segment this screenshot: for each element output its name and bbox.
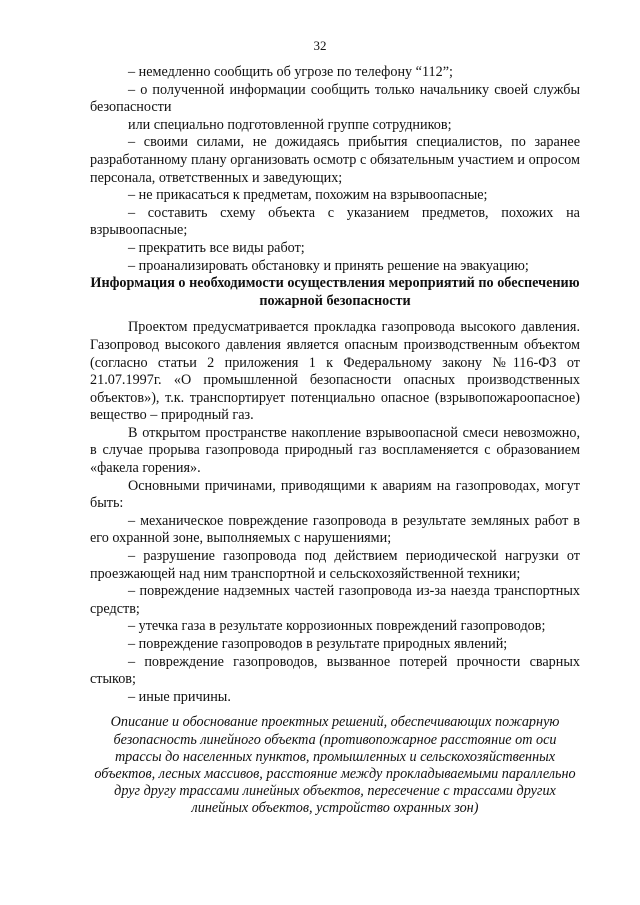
list-item: – составить схему объекта с указанием предметов, похожих на взрывоопасные; bbox=[90, 204, 580, 239]
list-item: – иные причины. bbox=[128, 688, 231, 705]
italic-section-heading: Описание и обоснование проектных решений, обеспечивающих пожарную безопасность линейного объекта (противопожарное расстояние от оси трассы до населенных пунктов, промышленных и сельскохозяйственных объектов, лесных массивов, расстояние между прокладываемыми параллельно друг другу трассами линейных объектов, пересечение с трассами других линейных объектов, устройство охранных зон) bbox=[94, 714, 576, 817]
section-heading: Информация о необходимости осуществления мероприятий по обеспечению пожарной безопасности bbox=[90, 275, 580, 309]
list-item: – прекратить все виды работ; bbox=[128, 239, 305, 256]
list-item: – механическое повреждение газопровода в результате земляных работ в его охранной зоне, выполняемых с нарушениями; bbox=[90, 512, 580, 547]
paragraph: В открытом пространстве накопление взрывоопасной смеси невозможно, в случае прорыва газопровода природный газ воспламеняется с образованием «факела горения». bbox=[90, 424, 580, 477]
list-item: – о полученной информации сообщить только начальнику своей службы безопасности bbox=[90, 81, 580, 116]
list-item: – немедленно сообщить об угрозе по телефону “112”; bbox=[128, 64, 453, 80]
page-number: 32 bbox=[313, 38, 327, 53]
list-item: – повреждение газопроводов в результате природных явлений; bbox=[128, 636, 508, 652]
list-item: – проанализировать обстановку и принять решение на эвакуацию; bbox=[128, 257, 529, 274]
list-item: или специально подготовленной группе сотрудников; bbox=[128, 116, 452, 133]
paragraph: Проектом предусматривается прокладка газопровода высокого давления. Газопровод высокого давления является опасным производственным объектом (согласно статьи 2 приложения 1 к Федеральному закону №116-ФЗ от 21.07.1997г. «О промышленной безопасности опасных производственных объектов»), т.к. транспортирует потенциально опасное (взрывопожароопасное) вещество – природный газ. bbox=[90, 319, 580, 424]
list-item: – повреждение газопроводов, вызванное потерей прочности сварных стыков; bbox=[90, 653, 580, 688]
paragraph: Основными причинами, приводящими к авариям на газопроводах, могут быть: bbox=[90, 477, 580, 512]
list-item: – утечка газа в результате коррозионных повреждений газопроводов; bbox=[128, 618, 546, 635]
list-item: – повреждение надземных частей газопровода из-за наезда транспортных средств; bbox=[90, 583, 580, 617]
page-content bbox=[90, 64, 580, 818]
list-item: – своими силами, не дожидаясь прибытия специалистов, по заранее разработанному плану организовать осмотр с обязательным участием и опросом персонала, ответственных и заведующих; bbox=[90, 134, 580, 186]
list-item: – разрушение газопровода под действием периодической нагрузки от проезжающей над ним транспортной и сельскохозяйственной техники; bbox=[90, 548, 580, 582]
list-item: – не прикасаться к предметам, похожим на взрывоопасные; bbox=[128, 187, 488, 204]
